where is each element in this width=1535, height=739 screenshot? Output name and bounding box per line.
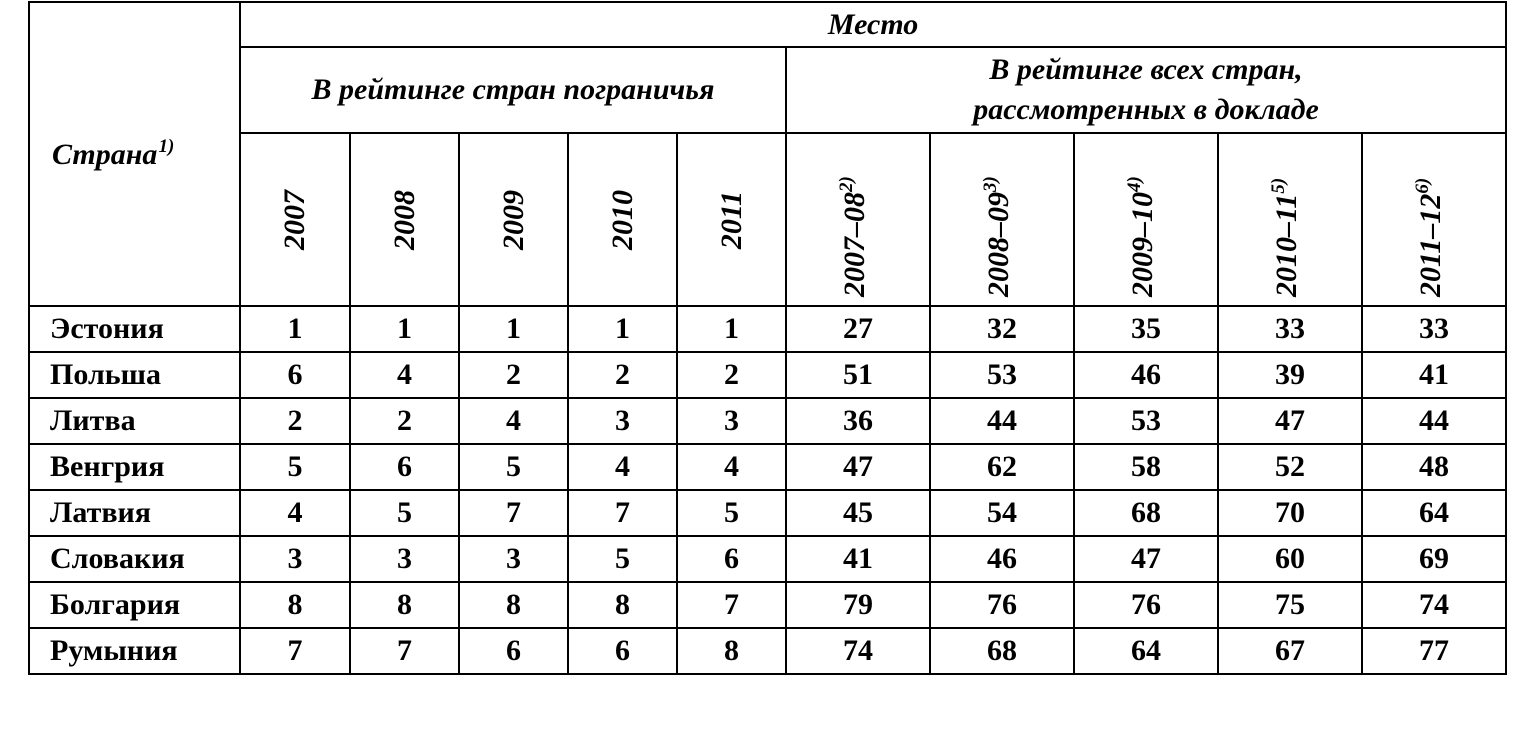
period-label	[1124, 176, 1160, 297]
ranking-table	[28, 1, 1507, 675]
rank-cell: 39	[1218, 352, 1362, 398]
country-name: Литва	[29, 398, 240, 444]
year-header-all-0	[786, 133, 930, 306]
country-header-footnote: 1)	[158, 136, 175, 157]
rank-cell: 7	[568, 490, 677, 536]
country-name: Эстония	[29, 306, 240, 352]
rank-cell: 70	[1218, 490, 1362, 536]
rank-cell: 41	[786, 536, 930, 582]
rank-cell: 47	[1074, 536, 1218, 582]
rank-cell: 76	[930, 582, 1074, 628]
rank-cell: 53	[930, 352, 1074, 398]
rank-cell: 52	[1218, 444, 1362, 490]
rank-cell: 45	[786, 490, 930, 536]
rank-cell: 7	[677, 582, 786, 628]
year-header-row	[29, 133, 1506, 306]
rank-cell: 6	[240, 352, 350, 398]
rank-cell: 68	[930, 628, 1074, 674]
country-name: Венгрия	[29, 444, 240, 490]
country-header-label: Страна	[52, 138, 158, 171]
year-header-all-2	[1074, 133, 1218, 306]
rank-cell: 44	[930, 398, 1074, 444]
rank-cell: 77	[1362, 628, 1506, 674]
rank-cell: 1	[459, 306, 568, 352]
rank-cell: 3	[240, 536, 350, 582]
rank-cell: 1	[568, 306, 677, 352]
rank-cell: 5	[568, 536, 677, 582]
period-footnote: 5)	[1268, 177, 1289, 194]
rank-cell: 2	[568, 352, 677, 398]
rank-cell: 79	[786, 582, 930, 628]
rank-cell: 4	[459, 398, 568, 444]
rank-cell: 4	[350, 352, 459, 398]
all-countries-header-line2: рассмотренных в докладе	[973, 93, 1319, 126]
year-label: 2008	[387, 189, 421, 250]
country-name: Румыния	[29, 628, 240, 674]
year-header-border-0	[240, 133, 350, 306]
all-countries-header-line1: В рейтинге всех стран,	[989, 53, 1303, 86]
rank-cell: 2	[459, 352, 568, 398]
rank-cell: 4	[568, 444, 677, 490]
rank-cell: 47	[1218, 398, 1362, 444]
period-footnote: 4)	[1124, 176, 1145, 192]
rank-cell: 69	[1362, 536, 1506, 582]
rank-cell: 75	[1218, 582, 1362, 628]
country-name: Болгария	[29, 582, 240, 628]
table-row	[29, 352, 1506, 398]
rank-cell: 53	[1074, 398, 1218, 444]
rank-cell: 64	[1362, 490, 1506, 536]
rank-cell: 5	[459, 444, 568, 490]
rank-cell: 51	[786, 352, 930, 398]
rank-cell: 8	[240, 582, 350, 628]
year-header-border-1	[350, 133, 459, 306]
rank-cell: 47	[786, 444, 930, 490]
rank-cell: 8	[677, 628, 786, 674]
table-row	[29, 444, 1506, 490]
rank-cell: 5	[677, 490, 786, 536]
border-rating-header: В рейтинге стран пограничья	[240, 47, 786, 133]
rank-cell: 6	[677, 536, 786, 582]
period-label	[1268, 178, 1304, 297]
rank-cell: 74	[1362, 582, 1506, 628]
country-name: Словакия	[29, 536, 240, 582]
rank-cell: 7	[459, 490, 568, 536]
rank-cell: 74	[786, 628, 930, 674]
rank-cell: 41	[1362, 352, 1506, 398]
rank-cell: 3	[459, 536, 568, 582]
period-label-text: 2007–08	[838, 192, 871, 297]
rank-cell: 4	[240, 490, 350, 536]
country-name: Латвия	[29, 490, 240, 536]
rank-cell: 8	[459, 582, 568, 628]
rank-cell: 7	[350, 628, 459, 674]
rank-cell: 64	[1074, 628, 1218, 674]
rank-cell: 4	[677, 444, 786, 490]
country-column-header	[29, 2, 240, 306]
rank-cell: 32	[930, 306, 1074, 352]
year-label: 2009	[496, 189, 530, 250]
rank-cell: 68	[1074, 490, 1218, 536]
year-label: 2010	[605, 189, 639, 250]
period-label	[1412, 178, 1448, 297]
period-footnote: 6)	[1412, 177, 1434, 194]
rank-cell: 58	[1074, 444, 1218, 490]
rank-cell: 2	[350, 398, 459, 444]
period-footnote: 2)	[836, 176, 857, 192]
rank-cell: 48	[1362, 444, 1506, 490]
rank-cell: 54	[930, 490, 1074, 536]
rank-cell: 76	[1074, 582, 1218, 628]
rank-cell: 35	[1074, 306, 1218, 352]
rank-cell: 2	[240, 398, 350, 444]
rank-cell: 46	[930, 536, 1074, 582]
table-row	[29, 398, 1506, 444]
rank-cell: 60	[1218, 536, 1362, 582]
rank-cell: 1	[240, 306, 350, 352]
year-label: 2011	[714, 190, 748, 249]
year-header-border-3	[568, 133, 677, 306]
table-row	[29, 490, 1506, 536]
period-label-text: 2010–11	[1270, 193, 1303, 297]
period-label	[836, 176, 872, 297]
rank-cell: 33	[1362, 306, 1506, 352]
table-body	[29, 306, 1506, 674]
period-label	[980, 176, 1016, 297]
table-row	[29, 582, 1506, 628]
rank-cell: 5	[240, 444, 350, 490]
rank-cell: 46	[1074, 352, 1218, 398]
rank-cell: 8	[350, 582, 459, 628]
rank-cell: 67	[1218, 628, 1362, 674]
period-label-text: 2009–10	[1126, 192, 1159, 297]
place-header: Место	[240, 2, 1506, 47]
rank-cell: 6	[568, 628, 677, 674]
rank-cell: 3	[350, 536, 459, 582]
year-header-all-4	[1362, 133, 1506, 306]
rank-cell: 6	[350, 444, 459, 490]
table-row	[29, 536, 1506, 582]
rank-cell: 44	[1362, 398, 1506, 444]
rank-cell: 1	[350, 306, 459, 352]
year-header-border-2	[459, 133, 568, 306]
rank-cell: 27	[786, 306, 930, 352]
rank-cell: 5	[350, 490, 459, 536]
rank-cell: 3	[568, 398, 677, 444]
rank-cell: 8	[568, 582, 677, 628]
year-label: 2007	[278, 189, 311, 250]
rank-cell: 2	[677, 352, 786, 398]
rank-cell: 6	[459, 628, 568, 674]
rank-cell: 62	[930, 444, 1074, 490]
rank-cell: 33	[1218, 306, 1362, 352]
period-label-text: 2008–09	[982, 192, 1015, 297]
period-footnote: 3)	[980, 176, 1001, 192]
table-row	[29, 306, 1506, 352]
table-row	[29, 628, 1506, 674]
rank-cell: 3	[677, 398, 786, 444]
rank-cell: 1	[677, 306, 786, 352]
rank-cell: 36	[786, 398, 930, 444]
all-countries-rating-header	[786, 47, 1506, 133]
country-name: Польша	[29, 352, 240, 398]
year-header-all-1	[930, 133, 1074, 306]
year-header-all-3	[1218, 133, 1362, 306]
year-header-border-4	[677, 133, 786, 306]
period-label-text: 2011–12	[1414, 193, 1448, 297]
rank-cell: 7	[240, 628, 350, 674]
